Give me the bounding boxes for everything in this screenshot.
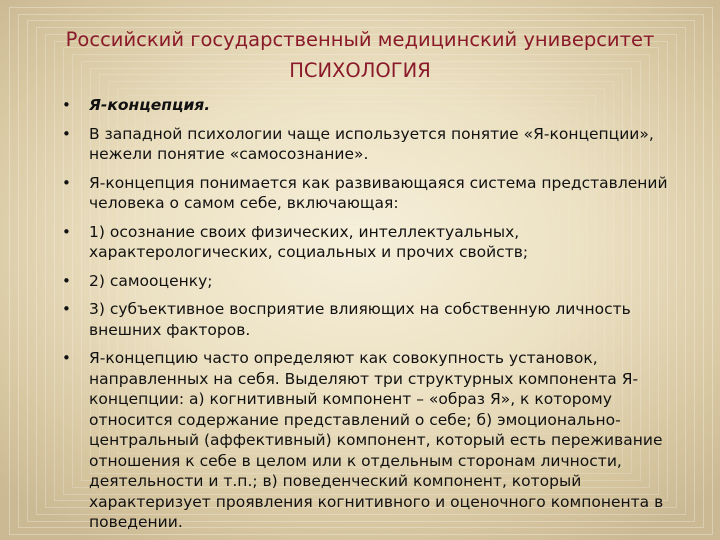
bullet-item [62,299,672,340]
bullet-marker: • [62,222,71,241]
bullet-marker: • [62,349,71,367]
title-line-university: Российский государственный медицинский университет [65,28,655,51]
bullet-item [62,271,672,292]
bullet-marker: • [62,300,71,318]
bullet-marker: • [62,271,71,290]
bullet-text: Я-концепция понимается как развивающаяся система представлений человека о самом себе, включающая: [89,173,668,212]
bullet-item [62,124,672,165]
bullet-text: 2) самооценку; [89,271,213,290]
bullet-text: 1) осознание своих физических, интеллектуальных, характерологических, социальных и прочих свойств; [89,222,529,261]
bullet-item [62,95,672,116]
bullet-item [62,348,672,533]
bullet-marker: • [62,96,71,114]
bullet-item [62,222,672,263]
bullet-text: 3) субъективное восприятие влияющих на собственную личность внешних факторов. [89,300,631,339]
bullet-text: В западной психологии чаще используется понятие «Я-концепции», нежели понятие «самосознание». [89,124,654,163]
bullet-marker: • [62,124,71,143]
bullet-list [62,95,672,540]
bullet-text: Я-концепцию часто определяют как совокупность установок, направленных на себя. Выделяют три структурных компонента Я-концепции: а) когнитивный компонент – «образ Я», к которому относится содержание представлений о себе; б) эмоционально-центральный (аффективный) компонент, который есть переживание отношения к себе в целом или к отдельным сторонам личности, деятельности и т.п.; в) поведенческий компонент, который характеризует проявления когнитивного и оценочного компонента в поведении. [89,349,664,531]
bullet-marker: • [62,173,71,192]
bullet-item [62,173,672,214]
bullet-text: Я-концепция. [89,96,211,114]
slide-title [30,24,690,86]
title-line-subject: ПСИХОЛОГИЯ [289,59,431,82]
